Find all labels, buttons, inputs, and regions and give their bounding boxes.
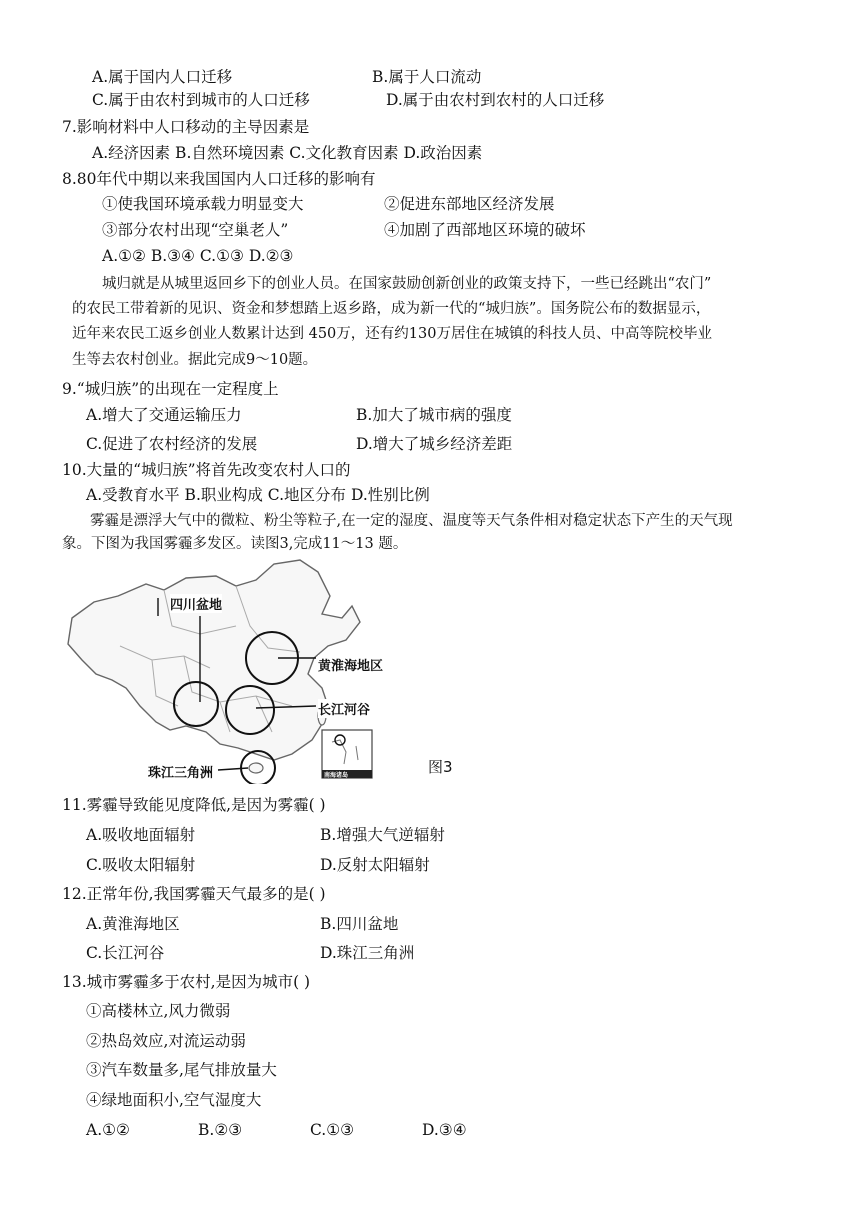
q10-options: A.受教育水平 B.职业构成 C.地区分布 D.性别比例 [86,486,430,504]
q12-option-b: B.四川盆地 [320,915,399,933]
q8-item-3: ③部分农村出现“空巢老人” [102,221,289,239]
q9-option-d: D.增大了城乡经济差距 [356,435,513,453]
q9-option-a: A.增大了交通运输压力 [86,406,242,424]
passage1-line2: 的农民工带着新的见识、资金和梦想踏上返乡路，成为新一代的“城归族”。国务院公布的数据显示， [72,301,711,317]
q9-option-c: C.促进了农村经济的发展 [86,435,258,453]
q13-item-1: ①高楼林立,风力微弱 [86,1002,231,1020]
q11-option-c: C.吸收太阳辐射 [86,856,196,874]
q6-option-b: B.属于人口流动 [372,68,482,86]
q12-option-c: C.长江河谷 [86,944,165,962]
q11-stem: 11.雾霾导致能见度降低,是因为雾霾( ) [62,796,326,814]
map-label-changjiang: 长江河谷 [318,699,370,718]
q7-stem: 7.影响材料中人口移动的主导因素是 [62,118,310,136]
figure-caption: 图3 [428,758,453,776]
q10-stem: 10.大量的“城归族”将首先改变农村人口的 [62,461,351,479]
q6-option-a: A.属于国内人口迁移 [92,68,233,86]
q13-option-b: B.②③ [198,1121,243,1139]
q9-option-b: B.加大了城市病的强度 [356,406,512,424]
q8-item-2: ②促进东部地区经济发展 [384,195,555,213]
q11-option-b: B.增强大气逆辐射 [320,826,445,844]
q12-option-d: D.珠江三角洲 [320,944,415,962]
passage2-line2: 象。下图为我国雾霾多发区。读图3,完成11～13 题。 [62,536,408,552]
q9-stem: 9.“城归族”的出现在一定程度上 [62,380,279,398]
q13-option-c: C.①③ [310,1121,355,1139]
q12-option-a: A.黄淮海地区 [86,915,180,933]
q13-option-d: D.③④ [422,1121,467,1139]
q7-options: A.经济因素 B.自然环境因素 C.文化教育因素 D.政治因素 [92,144,483,162]
map-label-zhujiang: 珠江三角洲 [148,762,213,781]
q13-item-2: ②热岛效应,对流运动弱 [86,1032,246,1050]
q8-options: A.①② B.③④ C.①③ D.②③ [102,247,294,265]
map-inset-label: 南海诸岛 [324,772,349,779]
q11-option-a: A.吸收地面辐射 [86,826,196,844]
q6-option-d: D.属于由农村到农村的人口迁移 [386,91,605,109]
passage1-line3: 近年来农民工返乡创业人数累计达到 450万，还有约130万居住在城镇的科技人员、中高等院校毕业 [72,326,712,342]
q8-item-4: ④加剧了西部地区环境的破坏 [384,221,586,239]
q8-stem: 8.80年代中期以来我国国内人口迁移的影响有 [62,170,376,188]
q6-option-c: C.属于由农村到城市的人口迁移 [92,91,310,109]
q8-item-1: ①使我国环境承载力明显变大 [102,195,304,213]
map-label-sichuan: 四川盆地 [170,594,222,613]
q12-stem: 12.正常年份,我国雾霾天气最多的是( ) [62,885,326,903]
q13-stem: 13.城市雾霾多于农村,是因为城市( ) [62,973,311,991]
q13-option-a: A.①② [86,1121,130,1139]
passage1-line4: 生等去农村创业。据此完成9～10题。 [72,352,318,368]
q11-option-d: D.反射太阳辐射 [320,856,430,874]
q13-item-4: ④绿地面积小,空气湿度大 [86,1091,262,1109]
map-label-huanghuaihai: 黄淮海地区 [318,655,383,674]
passage1-line1: 城归就是从城里返回乡下的创业人员。在国家鼓励创新创业的政策支持下，一些已经跳出“农门” [102,276,712,292]
passage2-line1: 雾霾是漂浮大气中的微粒、粉尘等粒子,在一定的湿度、温度等天气条件相对稳定状态下产生的天气现 [90,513,733,529]
smog-region-map [60,556,390,784]
q13-item-3: ③汽车数量多,尾气排放量大 [86,1061,277,1079]
